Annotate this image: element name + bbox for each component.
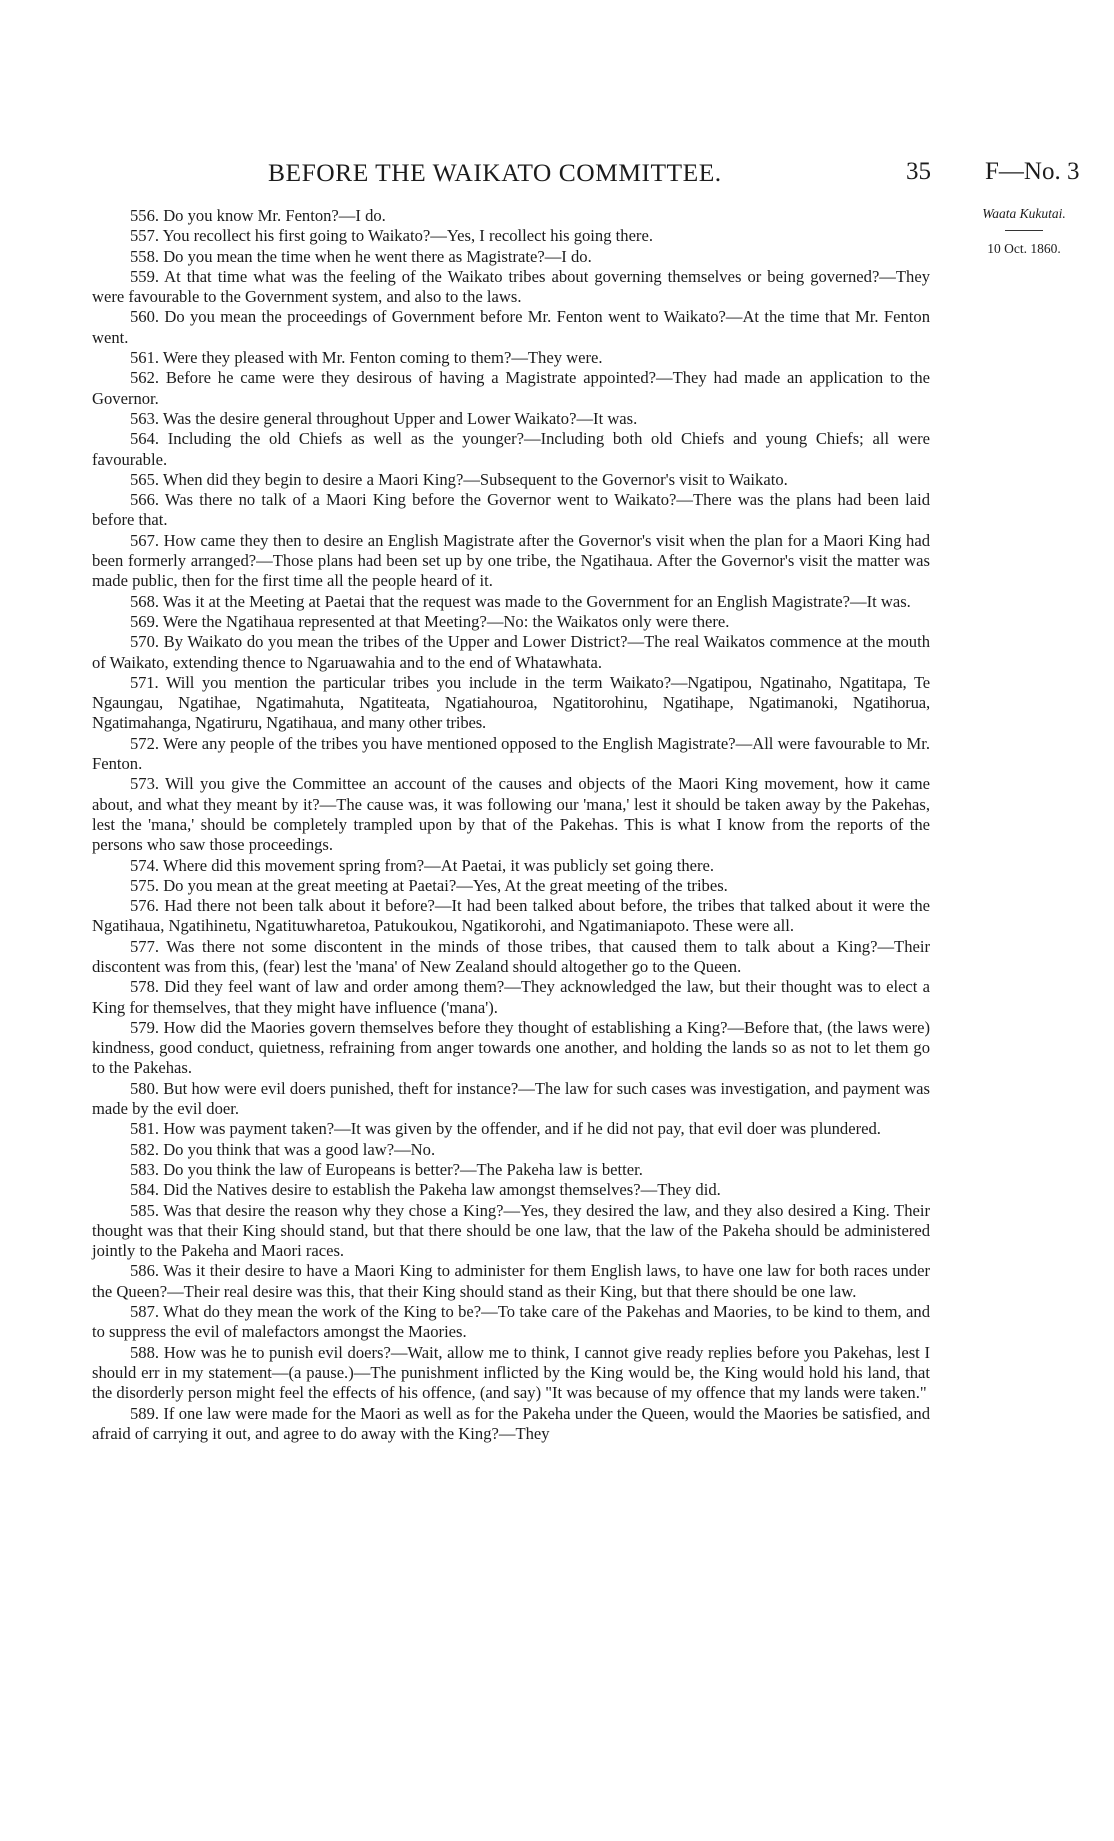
testimony-paragraph: 576. Had there not been talk about it before?—It had been talked about before, the tribes that talked about it were the Ngatihaua, Ngatihinetu, Ngatituwharetoa, Patukoukou, Ngatikorohi, and Ngatimaniapoto. These were all. [92, 896, 930, 936]
page-title: BEFORE THE WAIKATO COMMITTEE. [268, 158, 722, 187]
testimony-paragraph: 572. Were any people of the tribes you have mentioned opposed to the English Magistrate?—All were favourable to Mr. Fenton. [92, 733, 930, 774]
page-header [0, 158, 1114, 192]
testimony-paragraph: 566. Was there no talk of a Maori King before the Governor went to Waikato?—There was the plans had been laid before that. [92, 490, 930, 530]
testimony-paragraph: 581. How was payment taken?—It was given by the offender, and if he did not pay, that evil doer was plundered. [130, 1119, 881, 1139]
margin-rule [1005, 230, 1043, 231]
testimony-paragraph: 558. Do you mean the time when he went there as Magistrate?—I do. [130, 246, 592, 266]
testimony-paragraph: 571. Will you mention the particular tribes you include in the term Waikato?—Ngatipou, Ngatinaho, Ngatitapa, Te Ngaungau, Ngatihae, Ngatimahuta, Ngatiteata, Ngatiahouroa, Ngatitorohinu, Ngatihape, Ngatimanoki, Ngatihorua, Ngatimahanga, Ngatiruru, Ngatihaua, and many other tribes. [92, 672, 930, 733]
witness-name: Waata Kukutai. [982, 206, 1066, 221]
testimony-paragraph: 569. Were the Ngatihaua represented at that Meeting?—No: the Waikatos only were there. [130, 611, 730, 631]
testimony-paragraph: 556. Do you know Mr. Fenton?—I do. [130, 206, 386, 225]
testimony-paragraph: 568. Was it at the Meeting at Paetai that the request was made to the Government for an English Magistrate?—It was. [130, 591, 911, 611]
testimony-paragraph: 582. Do you think that was a good law?—No. [130, 1139, 436, 1159]
testimony-paragraph: 565. When did they begin to desire a Maori King?—Subsequent to the Governor's visit to Waikato. [130, 469, 788, 489]
testimony-paragraph: 557. You recollect his first going to Waikato?—Yes, I recollect his going there. [130, 226, 653, 246]
testimony-paragraph: 570. By Waikato do you mean the tribes of the Upper and Lower District?—The real Waikatos commence at the mouth of Waikato, extending thence to Ngaruawahia and to the end of Whatawhata. [92, 632, 930, 672]
testimony-paragraph: 559. At that time what was the feeling of the Waikato tribes about governing themselves or being governed?—They were favourable to the Government system, and also to the laws. [92, 266, 930, 307]
testimony-paragraph: 574. Where did this movement spring from?—At Paetai, it was publicly set going there. [130, 855, 715, 875]
testimony-paragraph: 573. Will you give the Committee an account of the causes and objects of the Maori King movement, how it came about, and what they meant by it?—The cause was, it was following our 'mana,' lest it should be taken away by the Pakehas, lest the 'mana,' should be completely trampled upon by that of the Pakehas. This is what I know from the reports of the persons who saw those proceedings. [92, 774, 930, 855]
testimony-paragraph: 562. Before he came were they desirous of having a Magistrate appointed?—They had made an application to the Governor. [92, 368, 930, 408]
testimony-paragraph: 577. Was there not some discontent in the minds of those tribes, that caused them to talk about a King?—Their discontent was from this, (fear) lest the 'mana' of New Zealand should altogether go to the Queen. [92, 936, 930, 976]
margin-note [958, 204, 1090, 259]
testimony-paragraph: 586. Was it their desire to have a Maori King to administer for them English laws, to have one law for both races under the Queen?—Their real desire was this, that their King should stand as their King, but that there should be one law. [92, 1261, 930, 1301]
testimony-paragraph: 561. Were they pleased with Mr. Fenton coming to them?—They were. [130, 348, 603, 368]
testimony-paragraph: 580. But how were evil doers punished, theft for instance?—The law for such cases was investigation, and payment was made by the evil doer. [92, 1078, 930, 1119]
testimony-paragraph: 560. Do you mean the proceedings of Government before Mr. Fenton went to Waikato?—At the time that Mr. Fenton went. [92, 307, 930, 347]
testimony-paragraph: 567. How came they then to desire an English Magistrate after the Governor's visit when the plan for a Maori King had been formerly arranged?—Those plans had been set up by one tribe, the Ngatihaua. After the Governor's visit the matter was made public, then for the first time all the people heard of it. [92, 530, 930, 591]
testimony-paragraph: 564. Including the old Chiefs as well as the younger?—Including both old Chiefs and young Chiefs; all were favourable. [92, 429, 930, 469]
testimony-paragraph: 589. If one law were made for the Maori as well as for the Pakeha under the Queen, would the Maories be satisfied, and afraid of carrying it out, and agree to do away with the King?—They [92, 1403, 930, 1443]
testimony-paragraph: 588. How was he to punish evil doers?—Wait, allow me to think, I cannot give ready replies before you Pakehas, lest I should err in my statement—(a pause.)—The punishment inflicted by the King would be, the King would hold his land, that the disorderly person might feel the effects of his offence, (and say) "It was because of my offence that my lands were taken." [92, 1342, 930, 1403]
page-number: 35 [906, 158, 931, 185]
testimony-paragraph: 583. Do you think the law of Europeans is better?—The Pakeha law is better. [130, 1159, 643, 1179]
testimony-date: 10 Oct. 1860. [987, 241, 1061, 256]
testimony-paragraph: 578. Did they feel want of law and order among them?—They acknowledged the law, but their thought was to elect a King for themselves, that they might have influence ('mana'). [92, 977, 930, 1017]
testimony-paragraph: 563. Was the desire general throughout Upper and Lower Waikato?—It was. [130, 408, 638, 428]
testimony-paragraph: 575. Do you mean at the great meeting at Paetai?—Yes, At the great meeting of the tribes. [130, 875, 728, 895]
testimony-body [92, 206, 930, 1444]
testimony-paragraph: 579. How did the Maories govern themselves before they thought of establishing a King?—Before that, (the laws were) kindness, good conduct, quietness, refraining from anger towards one another, and holding the lands so as not to let them go to the Pakehas. [92, 1017, 930, 1078]
document-reference: F—No. 3 [985, 158, 1080, 185]
testimony-paragraph: 587. What do they mean the work of the King to be?—To take care of the Pakehas and Maories, to be kind to them, and to suppress the evil of malefactors amongst the Maories. [92, 1302, 930, 1342]
testimony-paragraph: 585. Was that desire the reason why they chose a King?—Yes, they desired the law, and they also desired a King. Their thought was that their King should stand, but that there should be one law, that the law of the Pakeha should be administered jointly to the Pakeha and Maori races. [92, 1200, 930, 1261]
testimony-paragraph: 584. Did the Natives desire to establish the Pakeha law amongst themselves?—They did. [130, 1180, 721, 1200]
